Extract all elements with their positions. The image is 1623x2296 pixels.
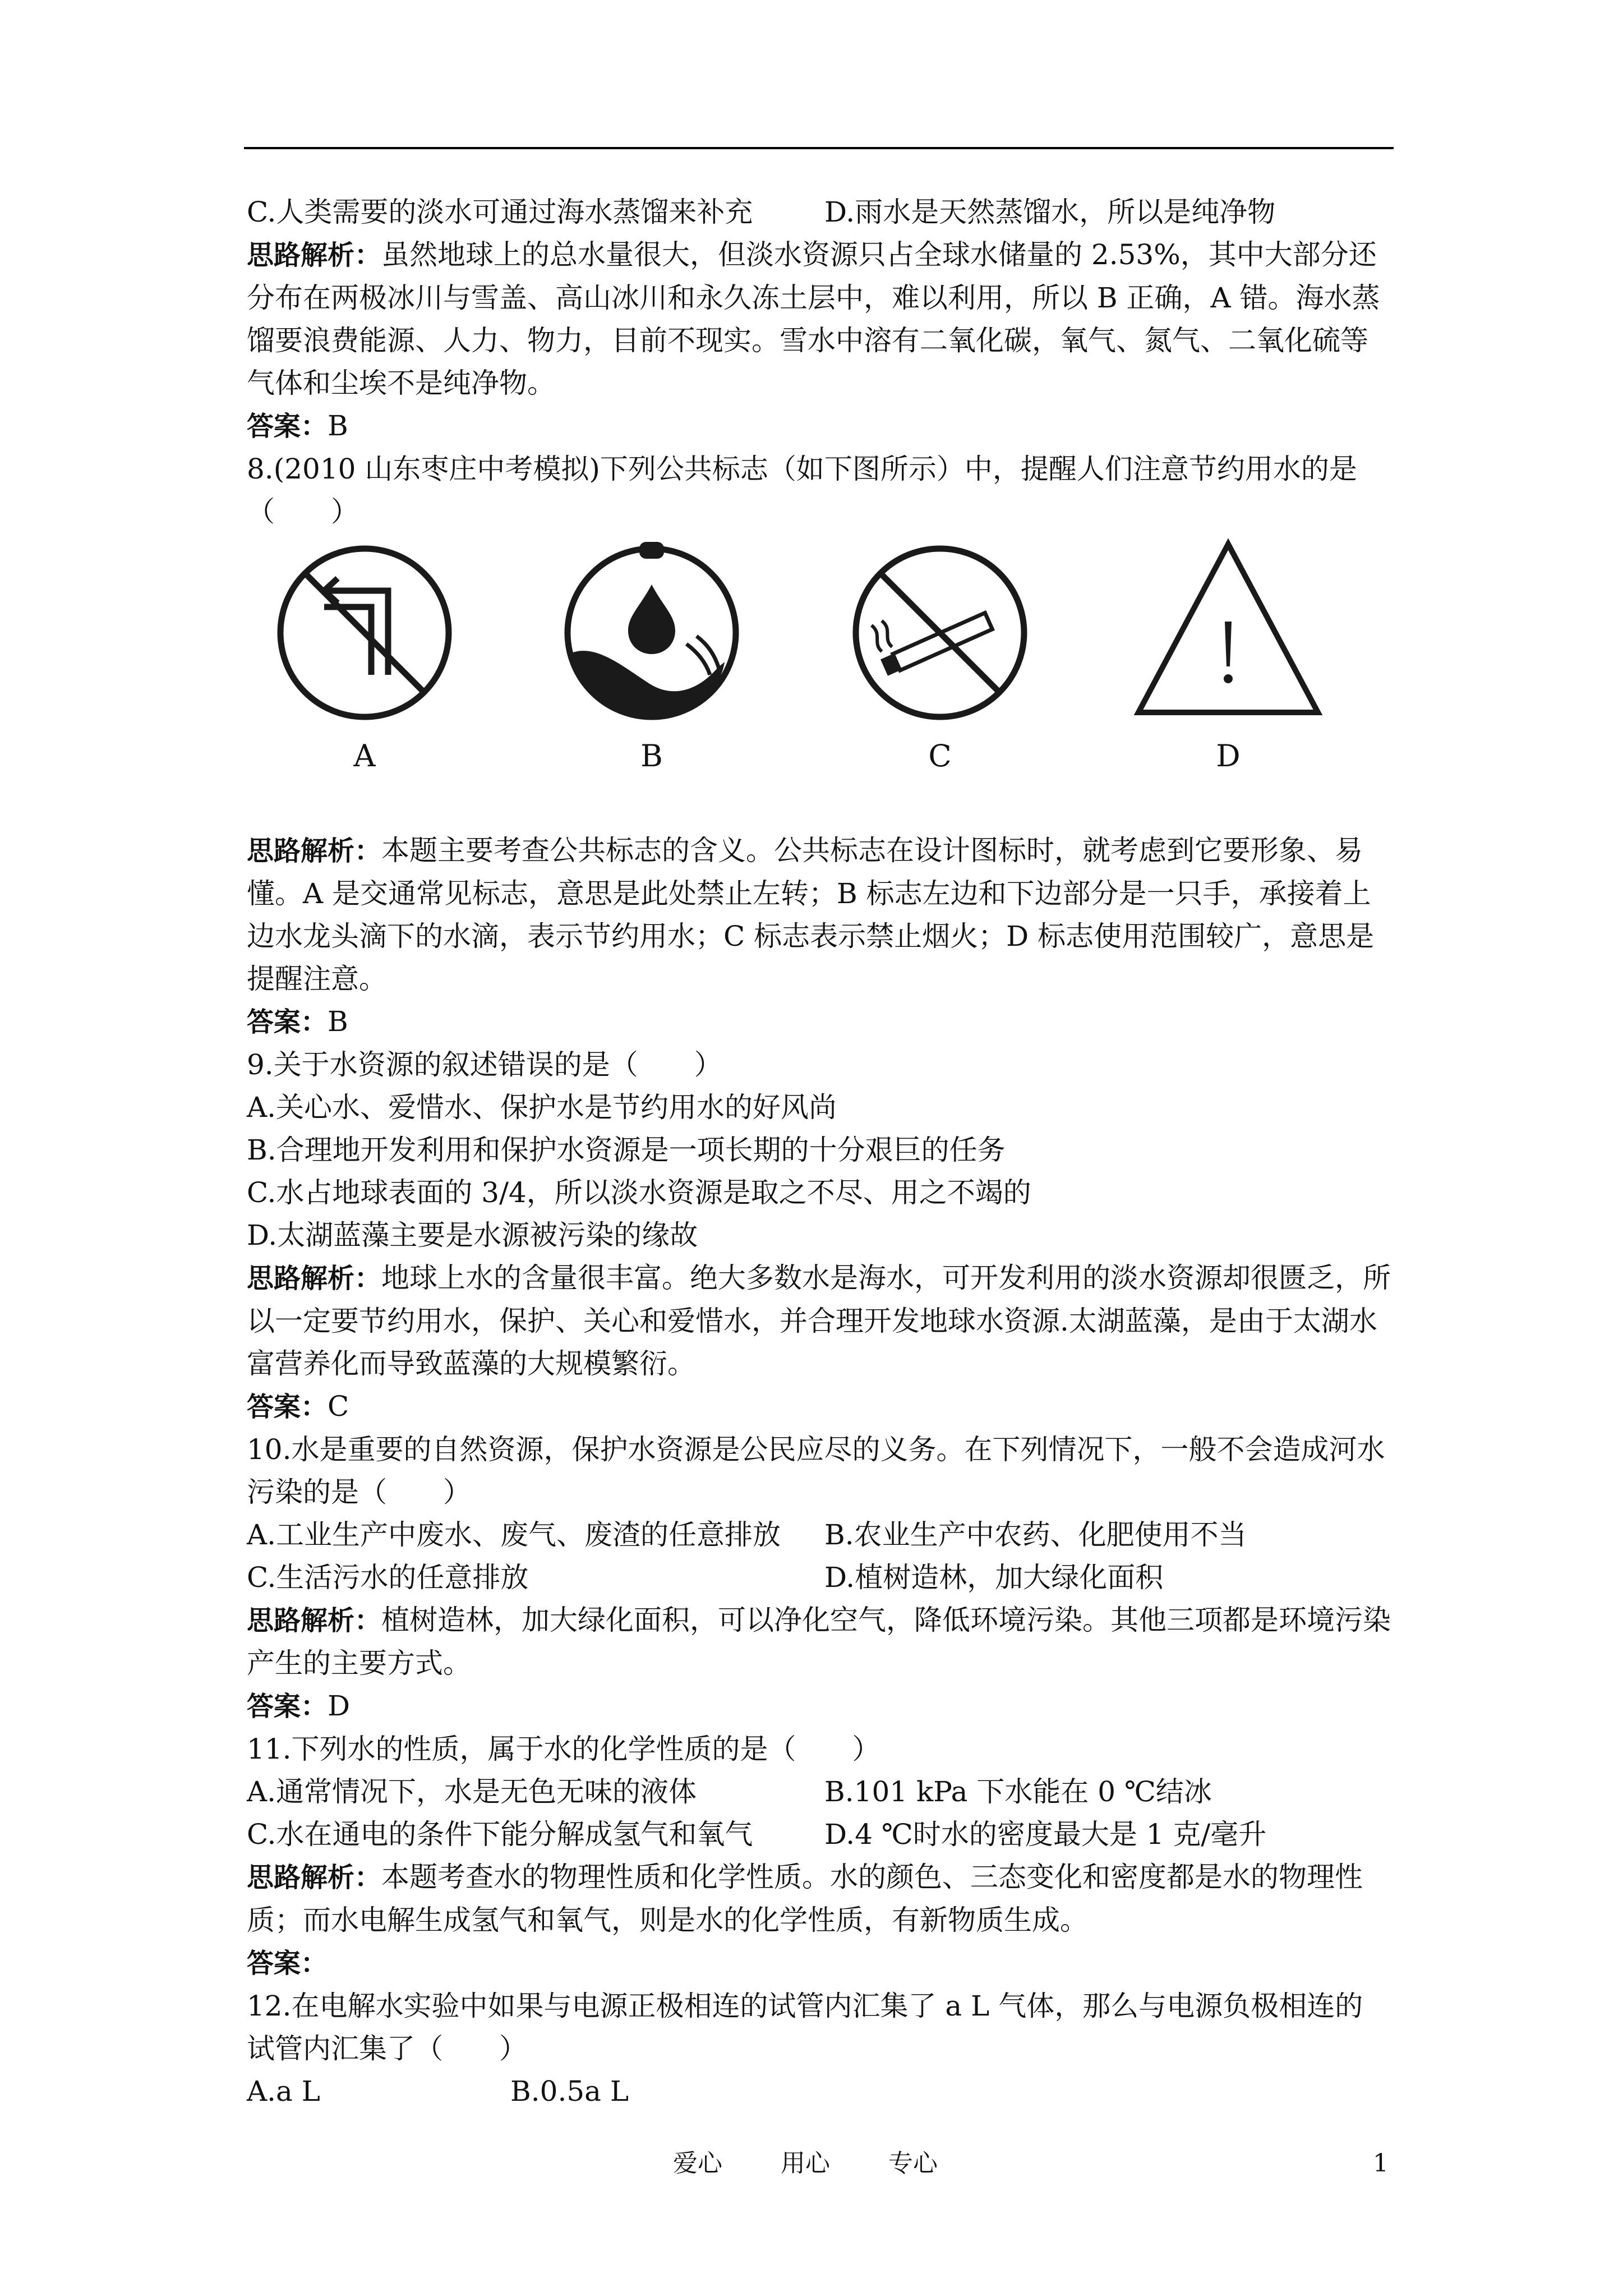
header-rule [244, 147, 1394, 149]
analysis-text: 虽然地球上的总水量很大，但淡水资源只占全球水储量的 2.53%，其中大部分还分布在两极冰川与雪盖、高山冰川和永久冻土层中，难以利用，所以 B 正确，A 错。海水蒸馏要浪费能源、人力、物力，目前不现实。雪水中溶有二氧化碳，氧气、氮气、二氧化硫等气体和尘埃不是纯净物。 [247, 238, 1380, 399]
q10-stem: 10.水是重要的自然资源，保护水资源是公民应尽的义务。在下列情况下，一般不会造成河水污染的是（ ） [247, 1433, 1385, 1508]
analysis-text: 植树造林，加大绿化面积，可以净化空气，降低环境污染。其他三项都是环境污染产生的主要方式。 [247, 1604, 1391, 1680]
q11-option-a: A.通常情况下，水是无色无味的液体 [247, 1775, 697, 1808]
figure-c-caption: C [928, 738, 952, 774]
q11-options-cd [247, 1813, 1391, 1856]
q12-stem: 12.在电解水实验中如果与电源正极相连的试管内汇集了 a L 气体，那么与电源负极相连的试管内汇集了（ ） [247, 1990, 1363, 2065]
answer-value: D [328, 1690, 351, 1722]
water-saving-icon [556, 537, 747, 723]
q12-option-a: A.a L [247, 2075, 320, 2108]
analysis-text: 本题考查水的物理性质和化学性质。水的颜色、三态变化和密度都是水的物理性质；而水电解生成氢气和氧气，则是水的化学性质，有新物质生成。 [247, 1861, 1363, 1936]
answer-label: 答案： [247, 411, 328, 442]
q11-options-ab [247, 1770, 1391, 1813]
q10-options-cd [247, 1556, 1391, 1599]
figure-b [556, 537, 747, 774]
q11-option-d: D.4 ℃时水的密度最大是 1 克/毫升 [824, 1818, 1267, 1851]
q12-option-b: B.0.5a L [510, 2075, 629, 2108]
q10-option-d: D.植树造林，加大绿化面积 [824, 1561, 1164, 1594]
q7-analysis [247, 233, 1391, 404]
figure-b-caption: B [640, 738, 663, 774]
q11-stem: 11.下列水的性质，属于水的化学性质的是（ ） [247, 1733, 880, 1765]
no-left-turn-icon [269, 537, 460, 723]
analysis-label: 思路解析： [247, 1862, 382, 1893]
motto-item: 专心 [888, 2149, 938, 2178]
motto-item: 爱心 [673, 2149, 722, 2178]
q10-option-a: A.工业生产中废水、废气、废渣的任意排放 [247, 1519, 781, 1551]
answer-value: B [328, 409, 348, 442]
q9-option-a: A.关心水、爱惜水、保护水是节约用水的好风尚 [247, 1091, 837, 1124]
q11-analysis [247, 1856, 1391, 1941]
q9-option-d: D.太湖蓝藻主要是水源被污染的缘故 [247, 1219, 698, 1251]
analysis-text: 本题主要考查公共标志的含义。公共标志在设计图标时，就考虑到它要形象、易懂。A 是交通常见标志，意思是此处禁止左转；B 标志左边和下边部分是一只手，承接着上边水龙头滴下的水滴，表示节约用水；C 标志表示禁止烟火；D 标志使用范围较广，意思是提醒注意。 [247, 834, 1375, 995]
q9-option-b: B.合理地开发利用和保护水资源是一项长期的十分艰巨的任务 [247, 1134, 1006, 1166]
q8-figures [247, 537, 1391, 829]
q8-stem: 8.(2010 山东枣庄中考模拟)下列公共标志（如下图所示）中，提醒人们注意节约用水的是（ ） [247, 453, 1357, 528]
analysis-label: 思路解析： [247, 240, 382, 271]
q8-answer [247, 1000, 1391, 1043]
q12-options-ab [247, 2070, 1391, 2113]
q8-analysis [247, 829, 1391, 1000]
q11-option-c: C.水在通电的条件下能分解成氢气和氧气 [247, 1818, 753, 1851]
q11-answer [247, 1941, 1391, 1985]
q7-options-cd [247, 191, 1391, 233]
page-footer [0, 2144, 1623, 2183]
q9-option-c: C.水占地球表面的 3/4，所以淡水资源是取之不尽、用之不竭的 [247, 1176, 1031, 1209]
q9-answer [247, 1385, 1391, 1428]
answer-label: 答案： [247, 1691, 328, 1722]
figure-a [269, 537, 460, 774]
q9-stem: 9.关于水资源的叙述错误的是（ ） [247, 1048, 722, 1081]
footer-motto [673, 2144, 988, 2183]
option-d: D.雨水是天然蒸馏水，所以是纯净物 [824, 196, 1276, 228]
q10-options-ab [247, 1513, 1391, 1556]
motto-item: 用心 [781, 2149, 830, 2178]
analysis-label: 思路解析： [247, 1263, 382, 1294]
answer-label: 答案： [247, 1006, 328, 1038]
warning-icon [1133, 537, 1324, 723]
q10-answer [247, 1685, 1391, 1728]
q7-answer [247, 404, 1391, 448]
option-c: C.人类需要的淡水可通过海水蒸馏来补充 [247, 196, 753, 228]
analysis-label: 思路解析： [247, 1605, 382, 1636]
q9-analysis [247, 1257, 1391, 1385]
answer-label: 答案： [247, 1948, 328, 1979]
q11-option-b: B.101 kPa 下水能在 0 ℃结冰 [824, 1775, 1212, 1808]
analysis-label: 思路解析： [247, 835, 382, 867]
q10-option-b: B.农业生产中农药、化肥使用不当 [824, 1519, 1247, 1551]
q10-option-c: C.生活污水的任意排放 [247, 1561, 529, 1594]
no-smoking-icon [845, 537, 1035, 723]
answer-label: 答案： [247, 1391, 328, 1423]
figure-d [1133, 537, 1324, 774]
analysis-text: 地球上水的含量很丰富。绝大多数水是海水，可开发利用的淡水资源却很匮乏，所以一定要节约用水，保护、关心和爱惜水，并合理开发地球水资源.太湖蓝藻，是由于太湖水富营养化而导致蓝藻的大规模繁衍。 [247, 1262, 1391, 1380]
q10-analysis [247, 1599, 1391, 1685]
answer-value: B [328, 1005, 348, 1038]
figure-d-caption: D [1216, 738, 1241, 774]
answer-value: C [328, 1390, 349, 1423]
figure-a-caption: A [353, 738, 376, 774]
page-number: 1 [1373, 2149, 1389, 2178]
page-content [247, 191, 1391, 2113]
figure-c [845, 537, 1035, 774]
